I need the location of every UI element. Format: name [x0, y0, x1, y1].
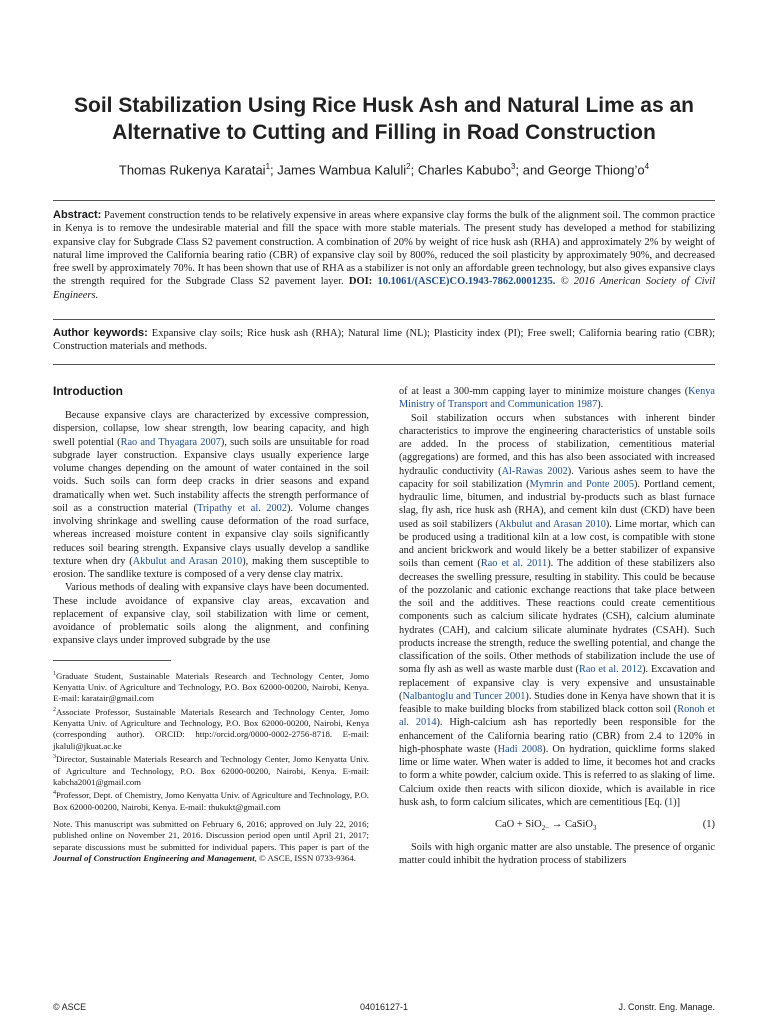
author-affiliation-mark: 1 — [265, 162, 271, 171]
footnote-1 — [53, 669, 369, 705]
author-list — [40, 158, 728, 179]
journal-name: Journal of Construction Engineering and Management — [53, 853, 255, 864]
equation-lhs: CaO + SiO — [495, 819, 542, 830]
footnote-mark: 3 — [53, 754, 56, 761]
paragraph-text: ). Portland cement, hydraulic lime, bitumen, and industrial by-products such as blast furnace slag, fly ash, rice husk ash (RHA), and cement kiln dust (CKD) have been used as soil stabilizers ( — [399, 478, 715, 530]
paragraph-text: ). Studies done in Kenya have shown that it is feasible to make building blocks from stabilized black cotton soil ( — [399, 690, 716, 715]
paragraph-text: ). On hydration, quicklime forms slaked lime or lime water. When water is added to lime, it becomes hot and cracks to form a white powder, calcium oxide. This is referred to as slaking of lime. Calcium oxide then reacts with silicon dioxide, which is available in rice husk ash, to form calcium silicates, which are cementitious [Eq. ( — [399, 743, 715, 808]
footnote-mark: 4 — [53, 790, 56, 797]
paragraph-text: ). The addition of these stabilizers also decreases the swelling pressure, resulting in stability. This could be because of the pozzolanic and cationic exchange reactions that take place between the soil and the additives. These reactions could create cementitious components such as calcium silicate hydrates (CSH), calcium aluminate hydrates (CAH), and calcium silicate aluminate hydrates (CSAH). Such products increase the strength, reduce the swelling potential, and change the classification of the soils. Other methods of stabilization include the use of soma fly ash as well as waste marble dust ( — [399, 558, 715, 676]
equation-subscript: 2− — [541, 824, 550, 833]
right-column — [399, 385, 715, 868]
paragraph-text: of at least a 300-mm capping layer to minimize moisture changes ( — [399, 386, 689, 397]
footnote-3 — [53, 752, 369, 788]
keywords-divider — [53, 364, 715, 365]
paragraph-text: Because expansive clays are characterized by excessive compression, dispersion, collapse, low shear strength, low bearing capacity, and high swell potential ( — [53, 410, 369, 448]
citation-link[interactable]: Mymrin and Ponte 2005 — [529, 478, 634, 490]
paragraph-text: ). Excavation and replacement of expansive clay is very expensive and unsustainable ( — [399, 664, 715, 702]
footnote-text: Professor, Dept. of Chemistry, Jomo Kenyatta Univ. of Agriculture and Technology, P.O. Box 62000-00200, Nairobi, Kenya. E-mail: thukukt@gmail.com — [53, 790, 369, 812]
equation-body — [495, 813, 596, 840]
copyright-notice: © 2016 American Society of Civil Engineers. — [53, 276, 715, 301]
citation-link[interactable]: Hadi 2008 — [497, 743, 543, 755]
left-column — [53, 384, 369, 865]
doi-link[interactable]: 10.1061/(ASCE)CO.1943-7862.0001235. — [377, 276, 556, 288]
paragraph-text: ). High-calcium ash has reportedly been responsible for the enhancement of the California bearing ratio (CBR) from 2.4 to 120% in high-phosphate waste ( — [399, 717, 715, 755]
author-separator: ; — [270, 162, 278, 178]
author-name: James Wambua Kaluli — [277, 162, 407, 178]
citation-link[interactable]: Rao and Thyagara 2007 — [120, 436, 221, 448]
stabilization-paragraph — [399, 412, 715, 810]
paragraph-text: ), such soils are unsuitable for road subgrade layer construction. Expansive clays usually experience large volume changes depending on the amount of water contained in the soil voids. Such soils can form deep cracks in drier seasons and expand dramatically when wet. Such instability affects the strength performance of soil as a construction material ( — [53, 436, 369, 514]
citation-link[interactable]: Nalbantoglu and Tuncer 2001 — [402, 690, 526, 702]
citation-link[interactable]: Ronoh et al. 2014 — [399, 704, 715, 729]
top-divider — [53, 200, 715, 201]
footnote-text: Associate Professor, Sustainable Materials Research and Technology Center, Jomo Kenyatta Univ. of Agriculture and Technology, P.O. Box 62000-00200, Nairobi, Kenya (corresponding author). ORCID: http://orcid.org/0000-0002-2756-8718. E-mail: jkaluli@jkuat.ac.ke — [53, 706, 369, 751]
submission-note — [53, 819, 369, 865]
paragraph-text: ). Various ashes seem to have the capacity for soil stabilization ( — [399, 465, 715, 490]
note-text: Note. This manuscript was submitted on February 6, 2016; approved on July 22, 2016; published online on November 21, 2016. Discussion period open until April 21, 2017; separate discussions must be submitted for individual papers. This paper is part of the — [53, 819, 369, 852]
footer-page-id: 04016127-1 — [359, 1002, 409, 1012]
author-affiliation-mark: 3 — [511, 162, 516, 171]
organic-matter-paragraph: Soils with high organic matter are also unstable. The presence of organic matter could inhibit the hydration process of stabilizers — [399, 842, 715, 867]
equation-link[interactable]: 1 — [668, 796, 674, 808]
citation-link[interactable]: Rao et al. 2011 — [480, 558, 548, 570]
author-name: Thomas Rukenya Karatai — [118, 162, 266, 178]
footnote-divider — [53, 660, 171, 661]
author-separator: ; and — [515, 162, 549, 178]
note-text: , © ASCE, ISSN 0733-9364. — [254, 853, 356, 864]
paragraph-text: ). Lime mortar, which can be produced using a traditional kiln at a low cost, is compatible with stone and ancient brickwork and would likely be a better stabilizer of expansive soils than cement ( — [399, 518, 715, 570]
citation-link[interactable]: Akbulut and Arasan 2010 — [132, 555, 243, 567]
footnote-mark: 2 — [53, 706, 56, 713]
abstract-heading: Abstract: — [53, 209, 102, 221]
abstract — [53, 209, 715, 302]
footnote-text: Director, Sustainable Materials Research and Technology Center, Jomo Kenyatta Univ. of Agriculture and Technology, P.O. Box 62000-00200, Nairobi, Kenya. E-mail: kabcha2001@gmail.com — [53, 754, 369, 787]
doi-label: DOI: — [348, 276, 373, 288]
equation-rhs: → CaSiO — [549, 819, 593, 830]
equation-subscript: 3 — [592, 824, 597, 833]
author-affiliation-mark: 4 — [644, 162, 650, 171]
abstract-text: Pavement construction tends to be relatively expensive in areas where expansive clay forms the bulk of the alignment soil. The common practice in Kenya is to remove the undesirable material and fill the space with more stable materials. The present study has developed a method for stabilizing expansive clay for Subgrade Class S2 pavement construction. A combination of 20% by weight of rice husk ash (RHA) and approximately 2% by weight of natural lime improved the California bearing ratio (CBR) of expansive clay soil by 800%, reduced the soil plasticity by approximately 90%, and decreased free swell by approximately 70%. It has been shown that use of RHA as a stabilizer is not only an affordable green technology, but also gives expansive clays the strength required for the Subgrade Class S2 pavement layer. — [53, 210, 715, 288]
author-separator: ; — [410, 162, 418, 178]
author-name: George Thiong’o — [548, 162, 645, 178]
intro-paragraph-2: Various methods of dealing with expansive clays have been documented. These include avoidance of expansive clay areas, excavation and replacement of expansive clay, soil stabilization with lime or cement, avoidance of problematic soils along the alignment, and confining expansive clays under improved subgrade by the use — [53, 582, 369, 647]
paper-title: Soil Stabilization Using Rice Husk Ash and Natural Lime as an Alternative to Cutting and Filling in Road Construction — [73, 94, 695, 144]
footnote-4 — [53, 788, 369, 813]
keywords-text: Expansive clay soils; Rice husk ash (RHA); Natural lime (NL); Plasticity index (PI); Free swell; California bearing ratio (CBR); Construction materials and methods. — [53, 328, 716, 353]
section-heading-introduction: Introduction — [53, 384, 123, 398]
paragraph-text: )] — [673, 796, 681, 808]
footer-publisher: © ASCE — [53, 1002, 87, 1012]
continued-paragraph — [399, 385, 715, 412]
keywords-heading: Author keywords: — [53, 327, 148, 339]
abstract-divider — [53, 319, 715, 320]
paragraph-text: Soil stabilization occurs when substances with inherent binder characteristics to improve the engineering characteristics of unstable soils are added. In the process of stabilization, cementitious material (aggregations) are formed, and this has also been associated with increased hydraulic conductivity ( — [399, 412, 715, 477]
citation-link[interactable]: Kenya Ministry of Transport and Communication 1987 — [399, 386, 715, 411]
citation-link[interactable]: Akbulut and Arasan 2010 — [498, 518, 606, 530]
paragraph-text: ). Volume changes involving shrinkage and swelling cause deformation of the road surface, whereas increased moisture content in expansive clay soils significantly reduces soil bearing strength. Expansive clays usually develop a sandlike texture when dry ( — [53, 502, 369, 567]
equation-1 — [399, 813, 715, 837]
equation-number: (1) — [702, 819, 715, 830]
paragraph-text: ), making them susceptible to erosion. The sandlike texture is composed of a very dense clay matrix. — [53, 555, 369, 580]
author-keywords — [53, 327, 715, 354]
citation-link[interactable]: Tripathy et al. 2002 — [197, 502, 287, 514]
page-footer — [53, 1002, 715, 1016]
citation-link[interactable]: Al-Rawas 2002 — [501, 465, 568, 477]
author-affiliation-mark: 2 — [406, 162, 411, 171]
footer-journal: J. Constr. Eng. Manage. — [618, 1002, 715, 1012]
footnote-2 — [53, 705, 369, 753]
footnote-mark: 1 — [53, 670, 56, 677]
author-name: Charles Kabubo — [417, 162, 512, 178]
footnote-text: Graduate Student, Sustainable Materials Research and Technology Center, Jomo Kenyatta Univ. of Agriculture and Technology, P.O. Box 62000-00200, Nairobi, Kenya. E-mail: karatair@gmail.com — [53, 670, 369, 704]
intro-paragraph-1 — [53, 409, 369, 581]
citation-link[interactable]: Rao et al. 2012 — [578, 664, 643, 676]
paragraph-text: ). — [597, 399, 604, 411]
